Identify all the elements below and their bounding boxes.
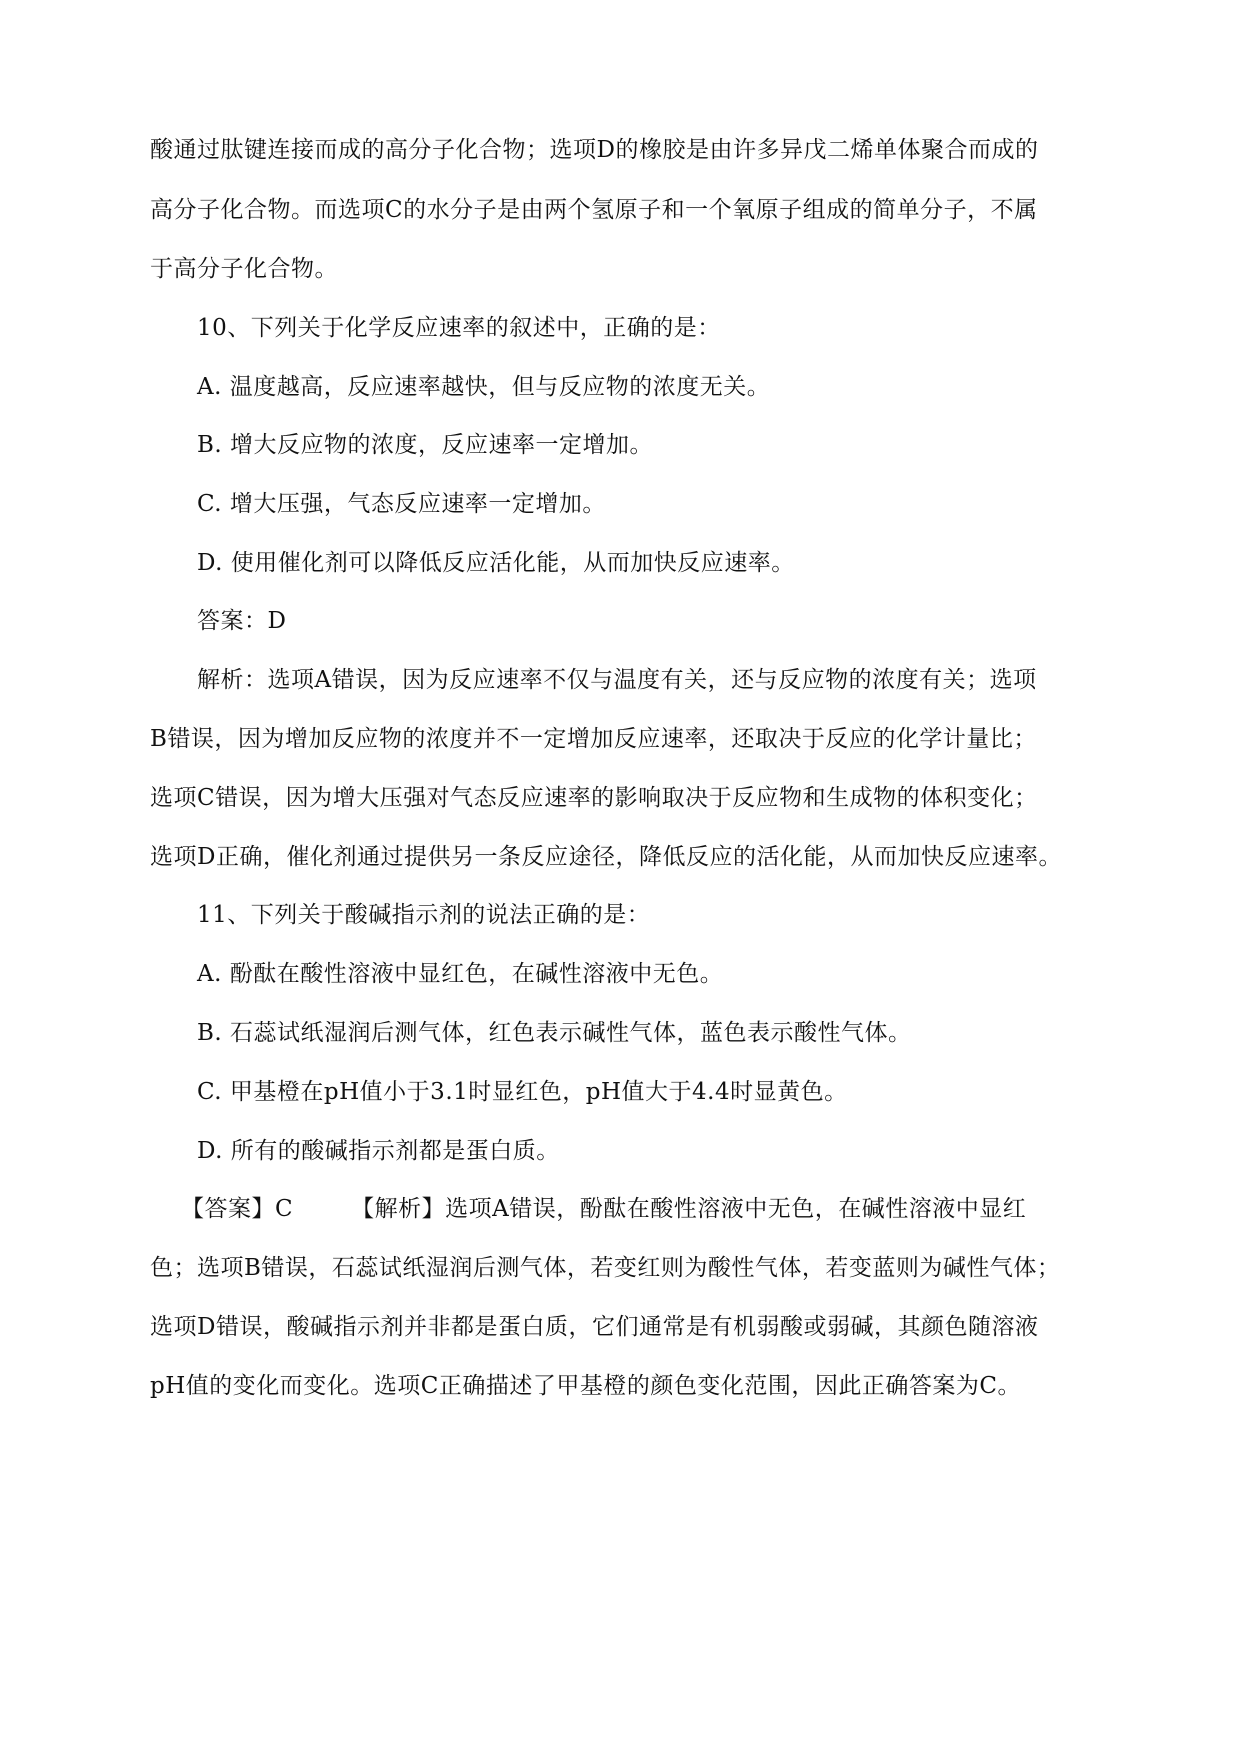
question-11-option-d: D. 所有的酸碱指示剂都是蛋白质。 xyxy=(197,1138,560,1164)
question-10-analysis-line-4: 选项D正确，催化剂通过提供另一条反应途径，降低反应的活化能，从而加快反应速率。 xyxy=(150,844,1062,870)
question-10-stem: 10、下列关于化学反应速率的叙述中，正确的是： xyxy=(197,315,721,341)
intro-line-2: 高分子化合物。而选项C的水分子是由两个氢原子和一个氧原子组成的简单分子，不属 xyxy=(150,197,1038,223)
question-10-answer: 答案：D xyxy=(197,608,287,634)
intro-line-1: 酸通过肽键连接而成的高分子化合物；选项D的橡胶是由许多异戊二烯单体聚合而成的 xyxy=(150,137,1039,163)
question-11-answer-row xyxy=(181,1194,1090,1224)
question-11-stem: 11、下列关于酸碱指示剂的说法正确的是： xyxy=(197,902,651,928)
question-11-analysis-line-4: pH值的变化而变化。选项C正确描述了甲基橙的颜色变化范围，因此正确答案为C。 xyxy=(150,1373,1021,1399)
question-11-analysis-line-2: 色；选项B错误，石蕊试纸湿润后测气体，若变红则为酸性气体，若变蓝则为碱性气体； xyxy=(150,1255,1061,1281)
intro-line-3: 于高分子化合物。 xyxy=(150,256,338,282)
question-11-analysis-first: 【解析】选项A错误，酚酞在酸性溶液中无色，在碱性溶液中显红 xyxy=(351,1196,1027,1222)
question-10-analysis-line-2: B错误，因为增加反应物的浓度并不一定增加反应速率，还取决于反应的化学计量比； xyxy=(150,726,1037,752)
question-11-option-a: A. 酚酞在酸性溶液中显红色，在碱性溶液中无色。 xyxy=(197,961,724,987)
question-11-answer: 【答案】C xyxy=(181,1196,294,1222)
question-11-option-c: C. 甲基橙在pH值小于3.1时显红色，pH值大于4.4时显黄色。 xyxy=(197,1079,848,1105)
question-10-option-b: B. 增大反应物的浓度，反应速率一定增加。 xyxy=(197,432,654,458)
question-10-analysis-line-3: 选项C错误，因为增大压强对气态反应速率的影响取决于反应物和生成物的体积变化； xyxy=(150,785,1038,811)
question-10-option-a: A. 温度越高，反应速率越快，但与反应物的浓度无关。 xyxy=(197,374,771,400)
question-10-analysis-line-1: 解析：选项A错误，因为反应速率不仅与温度有关，还与反应物的浓度有关；选项 xyxy=(197,667,1037,693)
question-11-analysis-line-3: 选项D错误，酸碱指示剂并非都是蛋白质，它们通常是有机弱酸或弱碱，其颜色随溶液 xyxy=(150,1314,1039,1340)
question-10-option-d: D. 使用催化剂可以降低反应活化能，从而加快反应速率。 xyxy=(197,550,795,576)
question-10-option-c: C. 增大压强，气态反应速率一定增加。 xyxy=(197,491,606,517)
question-11-option-b: B. 石蕊试纸湿润后测气体，红色表示碱性气体，蓝色表示酸性气体。 xyxy=(197,1020,912,1046)
